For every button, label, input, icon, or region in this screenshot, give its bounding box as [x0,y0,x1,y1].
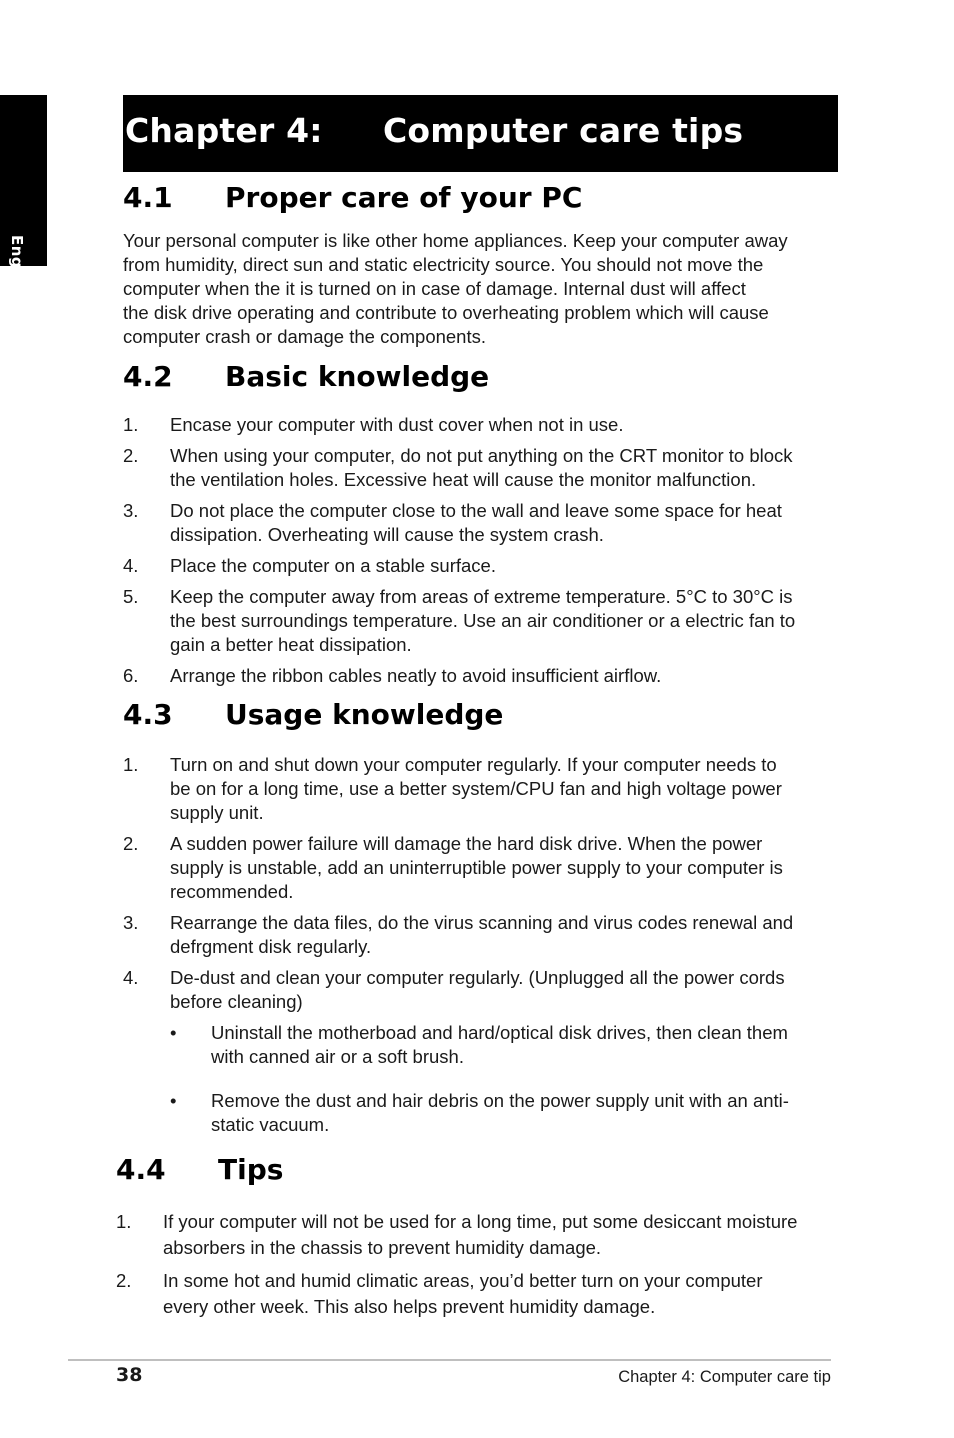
paragraph-line: the disk drive operating and contribute to overheating problem which will cause [123,302,769,323]
section-title: Proper care of your PC [225,181,583,214]
section-title: Tips [218,1153,284,1186]
paragraph-line: Your personal computer is like other home appliances. Keep your computer away [123,230,788,251]
list-line: gain a better heat dissipation. [170,634,412,655]
list-number: 4. [123,967,139,988]
list-number: 1. [123,754,139,775]
bullet-mark: • [170,1090,177,1111]
list-line: Arrange the ribbon cables neatly to avoid insufficient airflow. [170,665,662,686]
list-number: 4. [123,555,139,576]
list-line: Encase your computer with dust cover when not in use. [170,414,624,435]
section-number: 4.2 [123,360,173,393]
section-number: 4.1 [123,181,173,214]
chapter-header [123,95,838,172]
list-line: Do not place the computer close to the wall and leave some space for heat [170,500,782,521]
paragraph-line: computer crash or damage the components. [123,326,486,347]
list-line: supply unit. [170,802,264,823]
list-line: the ventilation holes. Excessive heat will cause the monitor malfunction. [170,469,757,490]
list-number: 3. [123,500,139,521]
list-line: every other week. This also helps prevent humidity damage. [163,1296,656,1317]
list-line: recommended. [170,881,294,902]
bullet-line: with canned air or a soft brush. [211,1046,464,1067]
list-number: 1. [116,1211,132,1232]
section-4-1-paragraph [123,229,788,349]
chapter-title: Computer care tips [383,111,744,150]
list-number: 2. [116,1270,132,1291]
list-line: In some hot and humid climatic areas, you’d better turn on your computer [163,1270,763,1291]
list-line: defrgment disk regularly. [170,936,372,957]
bullet-line: Uninstall the motherboad and hard/optical disk drives, then clean them [211,1022,788,1043]
language-label: English [8,235,26,301]
section-title: Basic knowledge [225,360,490,393]
section-number: 4.4 [116,1153,166,1186]
list-number: 2. [123,445,139,466]
list-line: dissipation. Overheating will cause the system crash. [170,524,604,545]
bullet-line: static vacuum. [211,1114,330,1135]
list-line: If your computer will not be used for a long time, put some desiccant moisture [163,1211,798,1232]
list-number: 6. [123,665,139,686]
list-line: Keep the computer away from areas of extreme temperature. 5°C to 30°C is [170,586,793,607]
list-line: Turn on and shut down your computer regularly. If your computer needs to [170,754,777,775]
paragraph-line: computer when the it is turned on in case of damage. Internal dust will affect [123,278,746,299]
bullet-line: Remove the dust and hair debris on the power supply unit with an anti- [211,1090,789,1111]
paragraph-line: from humidity, direct sun and static electricity source. You should not move the [123,254,764,275]
running-footer: Chapter 4: Computer care tip [618,1368,831,1386]
list-number: 5. [123,586,139,607]
list-number: 1. [123,414,139,435]
list-line: absorbers in the chassis to prevent humidity damage. [163,1237,602,1258]
list-line: be on for a long time, use a better system/CPU fan and high voltage power [170,778,782,799]
list-line: Rearrange the data files, do the virus scanning and virus codes renewal and [170,912,794,933]
list-line: before cleaning) [170,991,303,1012]
list-line: A sudden power failure will damage the hard disk drive. When the power [170,833,763,854]
footer-divider [68,1359,831,1361]
list-line: When using your computer, do not put anything on the CRT monitor to block [170,445,793,466]
section-number: 4.3 [123,698,173,731]
list-line: Place the computer on a stable surface. [170,555,496,576]
section-title: Usage knowledge [225,698,504,731]
page-number: 38 [116,1364,143,1386]
list-line: supply is unstable, add an uninterruptible power supply to your computer is [170,857,783,878]
list-line: the best surroundings temperature. Use an air conditioner or a electric fan to [170,610,796,631]
list-number: 3. [123,912,139,933]
list-line: De-dust and clean your computer regularly. (Unplugged all the power cords [170,967,785,988]
bullet-mark: • [170,1022,177,1043]
chapter-number: Chapter 4: [125,111,323,150]
language-tab [0,95,47,301]
list-number: 2. [123,833,139,854]
